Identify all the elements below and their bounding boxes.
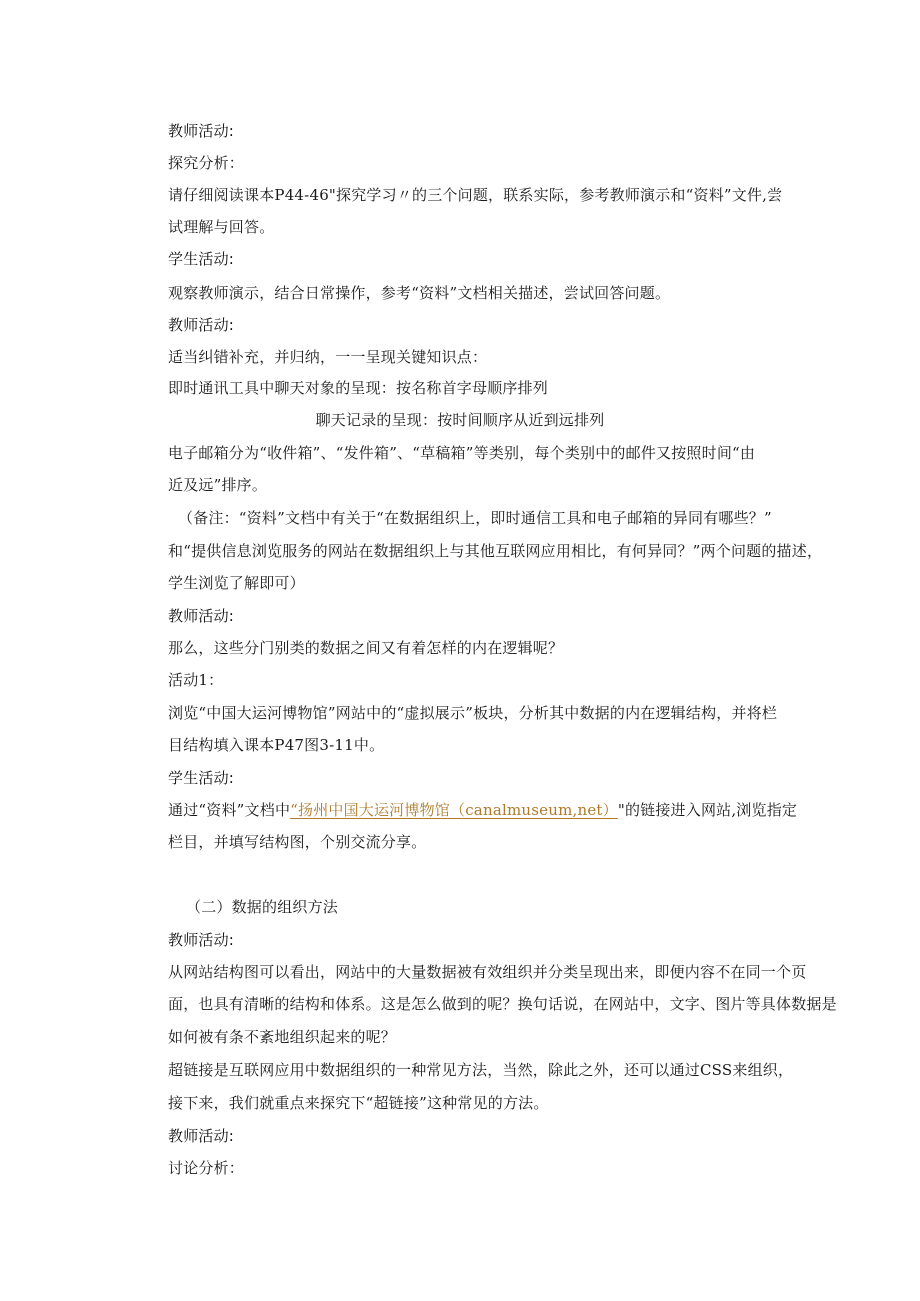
paragraph-note-cont-1: 和“提供信息浏览服务的网站在数据组织上与其他互联网应用相比，有何异同？”两个问题的描述， (168, 542, 823, 560)
paragraph-observe-demo: 观察教师演示，结合日常操作，参考“资料”文档相关描述，尝试回答问题。 (168, 284, 671, 302)
paragraph-discussion: 讨论分析： (168, 1159, 245, 1177)
paragraph-note: （备注：“资料”文档中有关于“在数据组织上，即时通信工具和电子邮箱的异同有哪些？” (178, 509, 772, 527)
paragraph-site-structure-cont-1: 面，也具有清晰的结构和体系。这是怎么做到的呢？换句话说，在网站中，文字、图片等具体数据是 (168, 995, 837, 1013)
paragraph-browse-museum: 浏览“中国大运河博物馆”网站中的“虚拟展示”板块，分析其中数据的内在逻辑结构，并将栏 (168, 704, 778, 722)
paragraph-site-structure-cont-2: 如何被有条不紊地组织起来的呢？ (168, 1028, 397, 1046)
heading-teacher-activity-1: 教师活动: (168, 122, 235, 140)
paragraph-inner-logic: 那么，这些分门别类的数据之间又有着怎样的内在逻辑呢？ (168, 639, 564, 657)
paragraph-hyperlink: 超链接是互联网应用中数据组织的一种常见方法，当然，除此之外，还可以通过CSS来组织， (168, 1061, 794, 1079)
paragraph-hyperlink-cont: 接下来，我们就重点来探究下“超链接”这种常见的方法。 (168, 1094, 549, 1112)
paragraph-email-folders: 电子邮箱分为“收件箱”、“发件箱”、“草稿箱”等类别，每个类别中的邮件又按照时间“由 (168, 444, 756, 462)
paragraph-note-cont-2: 学生浏览了解即可） (168, 574, 305, 592)
paragraph-inquiry-analysis: 探究分析： (168, 154, 245, 172)
paragraph-correct-summarize: 适当纠错补充，并归纳，一一呈现关键知识点： (168, 348, 488, 366)
paragraph-im-contacts: 即时通讯工具中聊天对象的呈现：按名称首字母顺序排列 (168, 379, 549, 397)
heading-student-activity-2: 学生活动: (168, 769, 235, 787)
section-title-data-organization: （二）数据的组织方法 (186, 898, 339, 916)
heading-student-activity-1: 学生活动: (168, 250, 235, 268)
paragraph-email-folders-cont: 近及远”排序。 (168, 476, 268, 494)
via-link-text-pre: 通过“资料”文档中 (168, 801, 291, 819)
paragraph-read-textbook-cont: 试理解与回答。 (168, 218, 275, 236)
via-link-text-post: "的链接进入网站,浏览指定 (617, 801, 798, 819)
museum-link[interactable]: “扬州中国大运河博物馆（canalmuseum,net） (290, 801, 618, 819)
paragraph-via-link (168, 800, 797, 820)
paragraph-activity-1: 活动1： (168, 671, 224, 689)
paragraph-chat-history: 聊天记录的呈现：按时间顺序从近到远排列 (315, 411, 605, 429)
heading-teacher-activity-2: 教师活动: (168, 316, 235, 334)
paragraph-browse-museum-cont: 目结构填入课本P47图3-11中。 (168, 736, 385, 754)
heading-teacher-activity-5: 教师活动: (168, 1127, 235, 1145)
heading-teacher-activity-3: 教师活动: (168, 607, 235, 625)
paragraph-site-structure: 从网站结构图可以看出，网站中的大量数据被有效组织并分类呈现出来，即便内容不在同一个页 (168, 963, 807, 981)
paragraph-read-textbook: 请仔细阅读课本P44-46"探究学习〃的三个问题，联系实际，参考教师演示和“资料”文件,尝 (168, 186, 783, 204)
heading-teacher-activity-4: 教师活动: (168, 931, 235, 949)
paragraph-via-link-cont: 栏目，并填写结构图，个别交流分享。 (168, 833, 427, 851)
